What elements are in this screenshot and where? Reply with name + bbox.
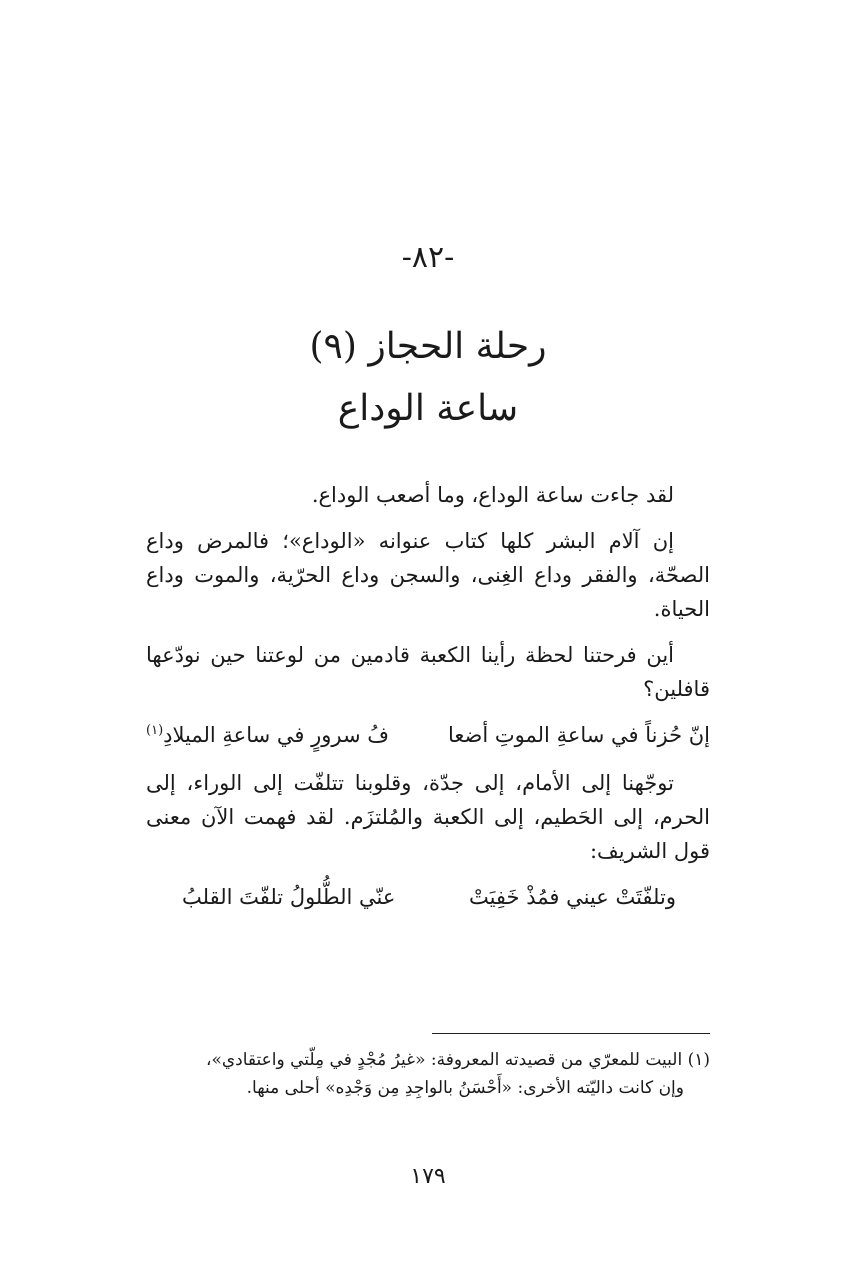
verse-2 [146, 880, 710, 914]
footnote-line-2: وإن كانت داليّته الأخرى: «أَحْسَنُ بالواجِدِ مِن وَجْدِه» أحلى منها. [246, 1078, 684, 1098]
body-text [146, 478, 710, 928]
verse-1 [146, 718, 710, 752]
verse-1-second-hemistich-wrap [146, 718, 389, 752]
verse-1-second-hemistich: فُ سرورٍ في ساعةِ الميلادِ [163, 723, 389, 747]
paragraph-4: توجّهنا إلى الأمام، إلى جدّة، وقلوبنا تتلفّت إلى الوراء، إلى الحرم، إلى الحَطيم، إلى الكعبة والمُلتزَم. لقد فهمت الآن معنى قول الشريف: [146, 771, 710, 863]
chapter-subtitle: ساعة الوداع [337, 388, 519, 429]
footnote-divider [432, 1033, 710, 1034]
paragraph-2: إن آلام البشر كلها كتاب عنوانه «الوداع»؛ فالمرض وداع الصحّة، والفقر وداع الغِنى، والسجن وداع الحرّية، والموت وداع الحياة. [146, 529, 710, 621]
verse-2-first-hemistich: وتلفّتَتْ عيني فمُذْ خَفِيَتْ [468, 885, 676, 909]
chapter-number: -٨٢- [401, 240, 455, 275]
footnote-line-1: (١) البيت للمعرّي من قصيدته المعروفة: «غيرُ مُجْدٍ في مِلّتي واعتقادي»، [205, 1050, 710, 1070]
verse-2-second-hemistich: عنّي الطُّلولُ تلفّتَ القلبُ [182, 885, 396, 909]
footnote-marker: (١) [146, 723, 164, 738]
footnotes [146, 1046, 710, 1102]
chapter-title: رحلة الحجاز (٩) [309, 326, 547, 367]
verse-1-first-hemistich: إنّ حُزناً في ساعةِ الموتِ أضعا [448, 723, 710, 747]
paragraph-3: أين فرحتنا لحظة رأينا الكعبة قادمين من لوعتنا حين نودّعها قافلين؟ [146, 643, 710, 701]
page-number: ١٧٩ [410, 1164, 446, 1189]
paragraph-1: لقد جاءت ساعة الوداع، وما أصعب الوداع. [311, 483, 674, 507]
